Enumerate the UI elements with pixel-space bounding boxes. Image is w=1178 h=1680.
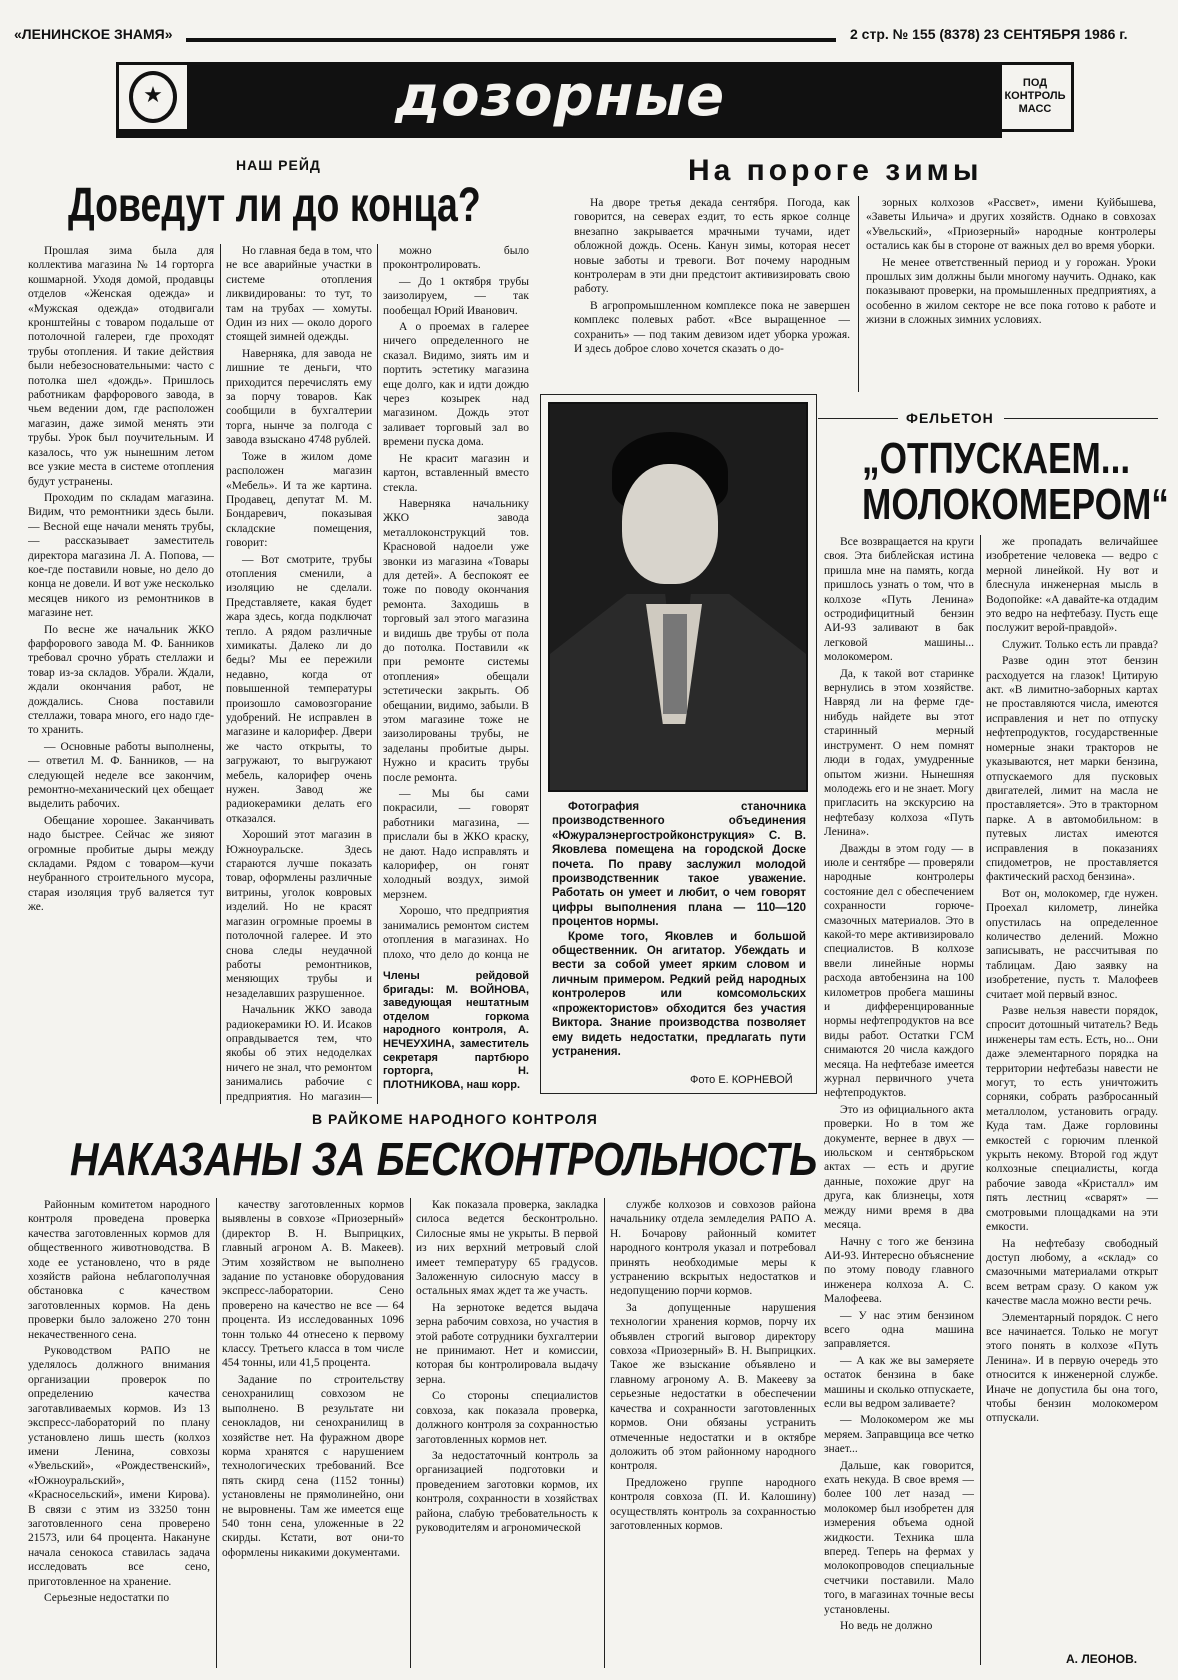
paragraph: Но ведь не должно bbox=[840, 1620, 933, 1633]
paragraph: Это из официального акта проверки. Но в том же документе, вернее в двух — июльском и сентябрьском актах — есть и другие данные, похожие друг на друга, как близнецы, хотя между ними время в два месяца. bbox=[824, 1103, 974, 1232]
paragraph: Районным комитетом народного контроля проведена проверка качества заготовленных кормов для общественного животноводства. В ходе ее установлено, что в ряде хозяйств района неблагополучная обстановка с качеством заготовленных кормов. На день проверки было заложено 270 тонн некачественного сена. bbox=[28, 1199, 210, 1341]
rubric-rule bbox=[818, 418, 898, 419]
raid-column-3 bbox=[383, 244, 529, 964]
paragraph: Тоже в жилом доме расположен магазин «Мебель». И та же картина. Продавец, депутат М. М. Бондаревич, показывая складские помещения, говорит: bbox=[226, 450, 372, 550]
paragraph: По весне же начальник ЖКО фарфорового завода М. Ф. Банников требовал срочно убрать стеллажи и товар из-за складов. Убрали. Ждали, ждали окончания работ, не дождались. Снова поставили стеллажи, товара много, его надо где-то хранить. bbox=[28, 623, 214, 737]
photo-frame-bottom bbox=[540, 1093, 817, 1094]
paragraph: Разве один этот бензин расходуется на глазок! Цитирую акт. «В лимитно-заборных картах не проставляются числа, имеются исправления и нет по отпуску нефтепродуктов, государственные номерные знаки тракторов не указываются, нет марки бензина, отпускаемого для пусковых двигателей, лимит на масла не проставляется». Это в тракторном парке. А в автомобильном: в путевых листах имеются исправления в показаниях спидометров, не проставляется фактический расход бензина». bbox=[986, 655, 1158, 884]
paragraph: качеству заготовленных кормов выявлены в совхозе «Приозерный» (директор В. Н. Выприцких, главный агроном А. В. Макеев). Этим хозяйством не выполнено задание по установке оборудования экспресс-лаборатории. Сено проверено на качество не все — 64 процента. Из исследованных 1096 тонн только 44 отнесено к первому классу. Третьего класса в том числе 454 тонны, или 41,5 процента. bbox=[222, 1199, 404, 1370]
paragraph: же пропадать величайшее изобретение человека — ведро с мерной линейкой. Ну вот и блеснула инженерная мысль в Водопойке: «А давайте-ка отдадим это ведро на нефтебазу. Пусть еще послужит верой-правдой». bbox=[986, 536, 1158, 635]
paragraph: Обещание хорошее. Заканчивать надо быстрее. Сейчас же зияют огромные пробитые дыры между складами. Рядом с товаром—кучи неубранного строительного мусора, старая изоляция труб валяется тут же. bbox=[28, 814, 214, 914]
raikom-rubric: В РАЙКОМЕ НАРОДНОГО КОНТРОЛЯ bbox=[312, 1111, 598, 1127]
column-rule bbox=[216, 1198, 217, 1668]
winter-headline: На пороге зимы bbox=[688, 154, 983, 187]
paragraph: Дальше, как говорится, ехать некуда. В свое время — более 100 лет назад — молокомер был изобретен для измерения объема одной жидкости. Техника шла вперед. Теперь на фермах у молокопроводов специальные счетчики поставили. Мало того, в магазинах точные весы установлены. bbox=[824, 1459, 974, 1616]
raikom-column-3 bbox=[416, 1198, 598, 1668]
feuilleton-column-1 bbox=[824, 535, 974, 1665]
raikom-column-2 bbox=[222, 1198, 404, 1668]
raid-column-1 bbox=[28, 244, 214, 1244]
newspaper-name: «ЛЕНИНСКОЕ ЗНАМЯ» bbox=[14, 26, 173, 42]
paragraph: Хороший этот магазин в Южноуральске. Здесь стараются лучше показать товар, оформлены различные витрины, уголок ковровых изделий. Но не красят магазин огромные проемы в потолочной галерее. И это снова следы неудачной работы ремонтников, меняющих трубы и незаделавших разрушенное. bbox=[226, 829, 372, 1000]
feuilleton-author: А. ЛЕОНОВ. bbox=[1066, 1652, 1138, 1666]
paragraph: Как показала проверка, закладка силоса ведется бесконтрольно. Силосные ямы не укрыты. В первой из них верхний метровый слой имеет температуру 65 градусов. Заложенную силосную массу в остальных ямах ждет та же участь. bbox=[416, 1199, 598, 1298]
paragraph: Вот он, молокомер, где нужен. Проехал километр, линейка опустилась на определенное количество делений. Можно записывать, не рассчитывая по таблицам. Даю заявку на изобретение, пусть т. Малофеев считает мой первый взнос. bbox=[986, 887, 1158, 1001]
feuilleton-title-line: „ОТПУСКАЕМ... bbox=[862, 434, 1131, 483]
photo-frame-right bbox=[816, 394, 817, 1094]
paragraph: Не красит магазин и картон, вставленный вместо стекла. bbox=[383, 452, 529, 494]
caption-text: Кроме того, Яковлев и большой общественник. Он агитатор. Убеждать и вести за собой умеет ярким словом и личным примером. Редкий рейд народных контролеров или комсомольских «прожектористов» обходится без участия Виктора. Знание производства позволяет ему видеть недостатки, предлагать пути устранения. bbox=[552, 930, 806, 1058]
paragraph: Со стороны специалистов совхоза, как показала проверка, должного контроля за сохранностью заготовленных кормов нет. bbox=[416, 1390, 598, 1446]
column-rule bbox=[980, 535, 981, 1665]
raikom-column-1 bbox=[28, 1198, 210, 1668]
raid-column-2 bbox=[226, 244, 372, 1104]
caption-text: Фотография станочника производственного объединения «Южуралэнергостройконструкция» С. В. Яковлева помещена на городской Доске почета. По праву заслужил молодой производственник такое уважение. Работать он умеет и любит, о чем говорят цифры выполнения плана — 110—120 процентов нормы. bbox=[552, 801, 806, 929]
control-label: ПОД КОНТРОЛЬ МАСС bbox=[996, 62, 1074, 132]
paragraph: Наверняка начальнику ЖКО завода металлоконструкций тов. Красновой надоели уже звонки из магазина «Товары для детей». А беспокоят ее тоже по поводу окончания ремонта. Заходишь в торговый зал этого магазина и видишь две трубы от пола до потолка. Поставили «к при ремонте системы отопления» обещали эстетически закрыть. Об обещании, видимо, забыли. В этом магазине тоже не заизолированы трубы, не заделаны пробитые дыры. Нужно и красить трубы после ремонта. bbox=[383, 497, 529, 784]
photo-frame-left bbox=[540, 394, 541, 1094]
column-rule bbox=[604, 1198, 605, 1668]
column-rule bbox=[377, 244, 378, 1104]
paragraph: В агропромышленном комплексе пока не завершен комплекс полевых работ. «Все выращенное — сохранить» — под таким девизом идет уборка урожая. И здесь доброе слово хочется сказать о до- bbox=[574, 299, 850, 356]
paragraph: На нефтебазу свободный доступ любому, а «склад» со смазочными материалами открыт всем ветрам сразу. О каком уж качестве масла можно вести речь. bbox=[986, 1237, 1158, 1308]
paragraph: Прошлая зима была для коллектива магазина № 14 горторга кошмарной. Уходя домой, продавцы отделов «Женская одежда» и «Мужская одежда» отодвигали кронштейны с товаром подальше от потолочной галереи, где проходят трубы отопления. И такие действия были небезосновательными: часто с потолка шел «дождь». Пришлось работникам фарфорового завода, в чьем ведении дом, где расположен магазин, даже зимой менять эти трубы. Урок был поучительным. И казалось, что уж нынешним летом все узкие места в системе отопления будут устранены. bbox=[28, 245, 214, 488]
raid-signature: Члены рейдовой бригады: М. ВОЙНОВА, заведующая нештатным отделом горкома народного контроля, А. НЕЧЕУХИНА, заместитель секретаря партбюро горторга, Н. ПЛОТНИКОВА, наш корр. bbox=[383, 970, 529, 1091]
raid-rubric: НАШ РЕЙД bbox=[236, 157, 321, 173]
paragraph: Начну с того же бензина АИ-93. Интересно объяснение по этому поводу главного инженера колхоза А. С. Малофеева. bbox=[824, 1235, 974, 1306]
feuilleton-rubric: ФЕЛЬЕТОН bbox=[906, 410, 994, 426]
portrait-photo-icon bbox=[548, 402, 808, 792]
winter-column-2 bbox=[866, 196, 1156, 392]
column-rule bbox=[220, 244, 221, 1104]
paragraph: Служит. Только есть ли правда? bbox=[1002, 638, 1158, 651]
paragraph: Да, к такой вот старинке вернулись в этом хозяйстве. Навряд ли на ферме где-нибудь найдете вы этот старинный мерный инструмент. О нем помнят люди в годах, умудренные опытом жизни. Нынешняя молодежь его и не знает. Могу пригласить на экскурсию на нефтебазу колхоза «Путь Ленина». bbox=[824, 667, 974, 839]
column-rule bbox=[410, 1198, 411, 1668]
paragraph: Задание по строительству сенохранилищ совхозом не выполнено. В результате ни сенокладов, ни сенохранилищ в хозяйстве нет. На фуражном дворе корма хранятся с нарушением технологических требований. Все пять скирд сена (1152 тонны) установлены не прямолинейно, они не выровнены. Там же имеется еще 540 тонн сена, уложенные в 22 скирды. Кстати, вот они-то оформлены никакими документами. bbox=[222, 1373, 404, 1559]
paragraph: Элементарный порядок. С него все начинается. Только не могут этого понять в колхозе «Путь Ленина». И в первую очередь это относится к инженерной службе. Иначе не допустила бы она того, чтобы бензин молокомером отпускали. bbox=[986, 1311, 1158, 1425]
paragraph: Руководством РАПО не уделялось должного внимания организации проверок по определению качества заготавливаемых кормов. Из 13 экспресс-лабораторий по плану установлено лишь шесть (колхоз имени Ленина, совхозы «Увельский», «Рождественский», «Южноуральский», «Красносельский», имени Кирова). В связи с этим из 33250 тонн заготовленного сена проверено 21573, или 64 процента. Накануне начала сенокоса ставилась задача исследовать все сено, приготовленное на хранение. bbox=[28, 1345, 210, 1588]
paragraph: Наверняка, для завода не лишние те деньги, что приходится перечислять ему за порчу товаров. Как сообщили в бухгалтерии торга, нынче за полгода с завода взыскано 4748 рублей. bbox=[226, 347, 372, 447]
feuilleton-title bbox=[862, 434, 1169, 529]
issue-info: 2 стр. № 155 (8378) 23 СЕНТЯБРЯ 1986 г. bbox=[850, 26, 1128, 42]
column-rule bbox=[858, 196, 859, 392]
paragraph: Но главная беда в том, что не все аварийные участки в системе отопления ликвидированы: то тут, то там на трубах — хомуты. Один из них — около дорого стоящей зимней одежды. bbox=[226, 245, 372, 344]
paragraph: можно было проконтролировать. bbox=[383, 245, 529, 272]
paragraph: Хорошо, что предприятия занимались ремонтом систем отопления в магазинах. Но плохо, что дело до конца не bbox=[383, 905, 529, 961]
winter-column-1 bbox=[574, 196, 850, 392]
paragraph: Начальник ЖКО завода радиокерамики Ю. И. Исаков оправдывается тем, что якобы об этих недоделках ничего не знал, что ремонтом занимались рабочие с предприятия. Но магазин— bbox=[226, 1004, 372, 1103]
raikom-headline: НАКАЗАНЫ ЗА БЕСКОНТРОЛЬНОСТЬ bbox=[70, 1133, 818, 1185]
rubric-rule bbox=[1004, 418, 1158, 419]
paragraph: — У нас этим бензином всего одна машина заправляется. bbox=[824, 1309, 974, 1351]
paragraph: Дважды в этом году — в июле и сентябре — проверяли народные контролеры состояние дел с обеспечением сохранности горюче-смазочных материалов. Это в какой-то мере активизировало специалистов. В колхозе ввели линейные нормы расхода автобензина на 100 километров пробега машины и дифференцированные нормы нефтепродуктов на все виды работ. Остатки ГСМ снимаются 20 числа каждого месяца. На нефтебазе имеется журнал первичного учета нефтепродуктов. bbox=[824, 842, 974, 1100]
masthead-rule bbox=[186, 38, 836, 42]
feuilleton-column-2 bbox=[986, 535, 1158, 1643]
feuilleton-title-line: МОЛОКОМЕРОМ“ bbox=[862, 480, 1169, 529]
paragraph: Разве нельзя навести порядок, спросит дотошный читатель? Ведь инженеры там есть. Есть, но... Они даже элементарного порядка на территории нефтебазы навести не могут, то есть уничтожить сорняки, собрать разбросанный металлолом, установить ограду. Куда там. Даже горловины емкостей с горючим пленкой укрыть некому. Второй год ждут колхозные специалисты, когда рабочие завода «Кристалл» им пять лестниц «сварят» — смотровыми площадками на эти емкости. bbox=[986, 1005, 1158, 1234]
paragraph: Все возвращается на круги своя. Эта библейская истина пришла мне на память, когда пришлось узнать о том, что в колхозе «Путь Ленина» остродифицитный бензин АИ-93 заливают в бак легковой машины... молокомером. bbox=[824, 536, 974, 664]
paragraph: Серьезные недостатки по bbox=[44, 1591, 170, 1604]
raikom-column-4 bbox=[610, 1198, 816, 1668]
star-shield-icon: ★ bbox=[116, 62, 190, 132]
paragraph: службе колхозов и совхозов района начальнику отдела земледелия РАПО А. Н. Бочарову районный комитет народного контроля указал и потребовал принять необходимые меры к устранению вскрытых недостатков и недопущению порчи кормов. bbox=[610, 1199, 816, 1298]
paragraph: зорных колхозов «Рассвет», имени Куйбышева, «Заветы Ильича» и других хозяйств. Однако в совхозах «Увельский», «Приозерный» народные контролеры остались как бы в стороне от важных дел во время уборки. bbox=[866, 197, 1156, 253]
paragraph: На зернотоке ведется выдача зерна рабочим совхоза, но участия в этой работе сотрудники бухгалтерии не принимают. Нет и комиссии, которая бы контролировала выдачу зерна. bbox=[416, 1301, 598, 1386]
paragraph: — Мы бы сами покрасили, — говорят работники магазина, — прислали бы в ЖКО краску, не дают. Надо исправлять и калорифер, он гонят холодный воздух, зимой мерзнем. bbox=[383, 788, 529, 901]
raid-headline: Доведут ли до конца? bbox=[68, 179, 481, 232]
photo-credit: Фото Е. КОРНЕВОЙ bbox=[690, 1074, 793, 1086]
paragraph: — До 1 октября трубы заизолируем, — так пообещал Юрий Иванович. bbox=[383, 275, 529, 317]
paragraph: Предложено группе народного контроля совхоза (П. И. Калошину) осуществлять контроль за сохранностью заготовленных кормов. bbox=[610, 1476, 816, 1532]
paragraph: А о проемах в галерее ничего определенного не сказал. Видимо, зиять им и портить эстетику магазина еще долго, как и идти дождю через козырек над магазином. Дождь этот заливает торговый зал во времени пуска дома. bbox=[383, 321, 529, 449]
paragraph: За недостаточный контроль за организацией подготовки и проведением заготовки кормов, их контроля, сохранности в хозяйствах района, слабую требовательность к руководителям и агрономической bbox=[416, 1449, 598, 1534]
paragraph: На дворе третья декада сентября. Погода, как говорится, на северах ездит, то есть яркое солнце внезапно закрывается мрачными тучами, идет обложной дождь. Осень. Канун зимы, которая несет новые заботы и тревоги. Вот почему народным контролерам в эти дни предстоит активизировать свою работу. bbox=[574, 197, 850, 296]
paragraph: — Основные работы выполнены, — ответил М. Ф. Банников, — на следующей неделе все закончим, ремонтно-механический цех обещает выделить рабочих. bbox=[28, 740, 214, 811]
paragraph: — А как же вы замеряете остаток бензина в баке машины и сколько отпускаете, если вы ведром заливаете? bbox=[824, 1354, 974, 1410]
paragraph: — Вот смотрите, трубы отопления сменили, а изоляцию не сделали. Представляете, какая будет жара здесь, когда подключат тепло. А рядом различные химикаты. Далеко ли до беды? Мы ее пережили недавно, когда от повышенной температуры произошло самовозгорание удобрений. Не исправлен в магазине и калорифер. Двери же часто открыты, то загружают, то выгружают мебель, калорифер очень нужен. Завод же радиокерамики делать его отказался. bbox=[226, 553, 372, 825]
paragraph: Не менее ответственный период и у горожан. Уроки прошлых зим должны были многому научить. Однако, как показывают проверки, на промышленных предприятиях, а особенно в жилом секторе не все пока готово к работе и жизни в сложных зимних условиях. bbox=[866, 256, 1156, 327]
paragraph: За допущенные нарушения технологии хранения кормов, порчу их объявлен строгий выговор директору совхоза «Приозерный» В. Н. Выприцких. Такое же взыскание объявлено и главному агроному А. В. Макееву за серьезные недостатки в обеспечении качества и сохранности заготовленных кормов. Они обязаны устранить отмеченные недостатки и в октябре доложить об этом районному народного контроля. bbox=[610, 1301, 816, 1473]
photo-frame-top bbox=[540, 394, 817, 395]
photo-caption bbox=[552, 800, 806, 1059]
paragraph: Проходим по складам магазина. Видим, что ремонтники здесь были. — Весной еще начали менять трубы, — рассказывает заместитель директора магазина Л. А. Попова, — кое-где поставили новые, но дело до конца не довели. И вот уже несколько месяцев никого из ремонтников в магазине нет. bbox=[28, 491, 214, 620]
paragraph: — Молокомером же мы меряем. Заправщица все четко знает... bbox=[824, 1414, 974, 1456]
banner-title: дозорные действуют bbox=[382, 64, 738, 195]
